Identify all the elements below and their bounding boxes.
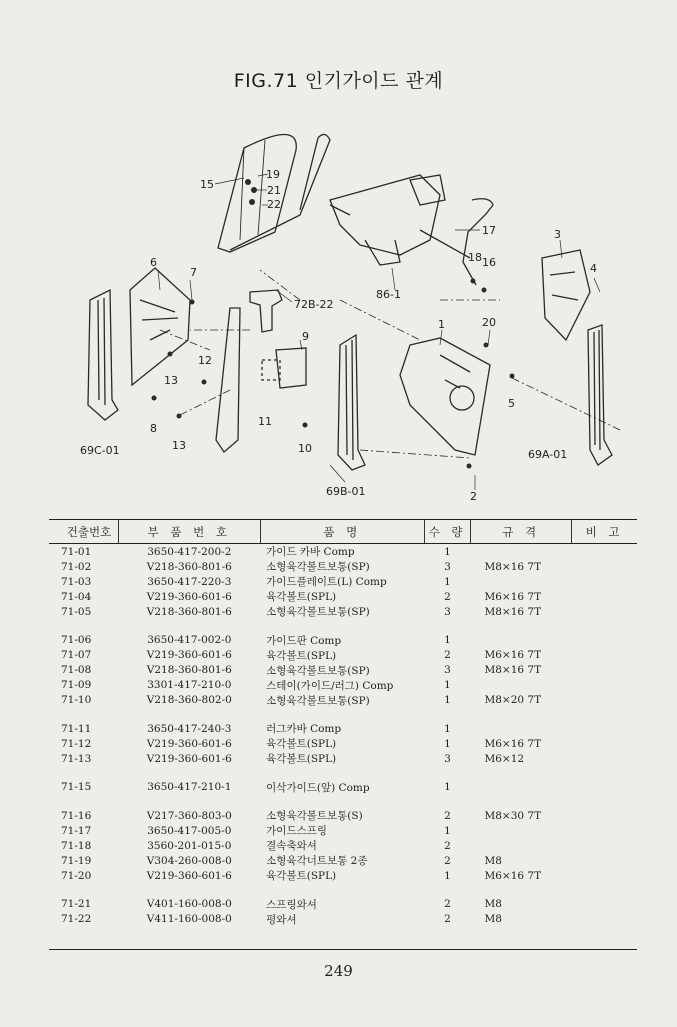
part-no-cell: 3650-417-200-2 xyxy=(147,545,232,558)
table-spacer-row xyxy=(49,883,637,897)
table-spacer-row xyxy=(49,619,637,633)
part-no-cell: V219-360-601-6 xyxy=(146,590,232,603)
part-no-cell: 3301-417-210-0 xyxy=(147,679,232,692)
remarks-cell xyxy=(572,897,637,912)
callout-3: 3 xyxy=(554,228,561,241)
remarks-cell xyxy=(572,604,637,619)
part-name-cell: 가이드판 Comp xyxy=(266,634,342,647)
page-number: 249 xyxy=(324,962,353,980)
table-row xyxy=(49,693,637,708)
remarks-cell xyxy=(572,574,637,589)
callout-6: 6 xyxy=(150,256,157,269)
part-name-cell: 육각볼트(SPL) xyxy=(266,870,337,883)
part-name-cell: 스테이(가이드/러그) Comp xyxy=(266,679,394,692)
part-name-cell: 소형육각볼트보통(SP) xyxy=(266,606,370,618)
figure-title: FIG.71 인기가이드 관계 xyxy=(233,70,444,92)
part-name-cell: 소형육각너트보통 2종 xyxy=(266,855,368,868)
part-name-cell: 이삭가이드(앞) Comp xyxy=(266,781,370,794)
ref-no-cell: 71-20 xyxy=(61,869,92,882)
callout-69b-01: 69B-01 xyxy=(326,485,366,498)
spec-cell: M8×16 7T xyxy=(484,605,542,618)
table-row xyxy=(49,678,637,693)
callout-4: 4 xyxy=(590,262,597,275)
guide-spring xyxy=(463,199,493,285)
header-ref-no: 건출번호 xyxy=(49,520,118,544)
remarks-cell xyxy=(572,663,637,678)
quantity-cell: 1 xyxy=(444,869,451,882)
ref-no-cell: 71-01 xyxy=(61,545,92,558)
spec-cell: M8×16 7T xyxy=(484,560,542,573)
part-name-cell: 소형육각볼트보통(SP) xyxy=(266,561,370,573)
remarks-cell xyxy=(572,559,637,574)
quantity-cell: 2 xyxy=(444,854,451,867)
parts-table xyxy=(49,519,637,927)
ref-no-cell: 71-19 xyxy=(61,854,92,867)
header-remarks: 비 고 xyxy=(572,520,637,544)
quantity-cell: 3 xyxy=(444,664,451,677)
table-row xyxy=(49,736,637,751)
callout-16: 16 xyxy=(482,256,496,269)
callout-11: 11 xyxy=(258,415,272,428)
table-header-row xyxy=(49,520,637,544)
quantity-cell: 1 xyxy=(444,722,451,735)
spec-cell xyxy=(470,544,571,560)
quantity-cell: 1 xyxy=(444,694,451,707)
part-name-cell: 가이드스프링 xyxy=(266,825,328,838)
part-name-cell: 러그카바 Comp xyxy=(266,723,342,736)
quantity-cell: 2 xyxy=(444,898,451,911)
remarks-cell xyxy=(572,853,637,868)
part-name-cell: 육각볼트(SPL) xyxy=(266,591,337,603)
part-no-cell: V304-260-008-0 xyxy=(146,854,232,867)
part-no-cell: V218-360-801-6 xyxy=(146,664,232,677)
remarks-cell xyxy=(572,912,637,927)
table-row xyxy=(49,823,637,838)
spec-cell: M8×30 7T xyxy=(484,809,542,822)
spec-cell: M6×16 7T xyxy=(484,649,542,662)
part-name-cell: 육각볼트(SPL) xyxy=(266,753,337,766)
table-row xyxy=(49,648,637,663)
part-no-cell: V401-160-008-0 xyxy=(146,898,232,911)
spec-cell: M8×16 7T xyxy=(484,664,542,677)
spec-cell xyxy=(470,780,571,795)
table-row xyxy=(49,808,637,823)
ref-no-cell: 71-02 xyxy=(61,560,92,573)
spacer-cell xyxy=(49,795,637,809)
table-row xyxy=(49,868,637,883)
part-no-cell: 3650-417-220-3 xyxy=(147,575,232,588)
spec-cell: M8 xyxy=(484,913,502,926)
remarks-cell xyxy=(572,633,637,648)
callout-17: 17 xyxy=(482,224,496,237)
ref-no-cell: 71-04 xyxy=(61,590,92,603)
quantity-cell: 1 xyxy=(444,545,451,558)
remarks-cell xyxy=(572,838,637,853)
ref-no-cell: 71-10 xyxy=(61,694,92,707)
spec-cell: M6×12 xyxy=(484,752,525,765)
callout-8: 8 xyxy=(150,422,157,435)
ref-no-cell: 71-07 xyxy=(61,649,92,662)
callout-86-1: 86-1 xyxy=(376,288,401,301)
ref-no-cell: 71-09 xyxy=(61,679,92,692)
callout-69a-01: 69A-01 xyxy=(528,448,568,461)
part-no-cell: 3650-417-002-0 xyxy=(147,634,232,647)
part-no-cell: V219-360-601-6 xyxy=(146,737,232,750)
callout-72b-22: 72B-22 xyxy=(294,298,334,311)
part-name-cell: 가이드플레이트(L) Comp xyxy=(266,576,387,588)
table-row xyxy=(49,589,637,604)
ref-no-cell: 71-21 xyxy=(61,898,92,911)
guide-cover xyxy=(400,338,490,455)
part-no-cell: V217-360-803-0 xyxy=(146,809,232,822)
part-no-cell: V218-360-801-6 xyxy=(146,560,232,573)
table-row xyxy=(49,721,637,736)
quantity-cell: 2 xyxy=(444,590,451,603)
ref-no-cell: 71-05 xyxy=(61,605,92,618)
ref-no-cell: 71-06 xyxy=(61,634,92,647)
spec-cell: M6×16 7T xyxy=(484,737,542,750)
part-no-cell: V218-360-801-6 xyxy=(146,605,232,618)
part-no-cell: V219-360-601-6 xyxy=(146,649,232,662)
part-no-cell: 3560-201-015-0 xyxy=(147,839,232,852)
callout-69c-01: 69C-01 xyxy=(80,444,120,457)
quantity-cell: 1 xyxy=(444,679,451,692)
callout-12: 12 xyxy=(198,354,212,367)
left-track xyxy=(88,290,118,420)
callout-15: 15 xyxy=(200,178,214,191)
callout-10: 10 xyxy=(298,442,312,455)
remarks-cell xyxy=(572,544,637,560)
guide-plate-right xyxy=(542,250,590,340)
quantity-cell: 1 xyxy=(444,781,451,794)
ref-no-cell: 71-08 xyxy=(61,664,92,677)
spec-cell: M6×16 7T xyxy=(484,869,542,882)
spacer-cell xyxy=(49,708,637,722)
remarks-cell xyxy=(572,721,637,736)
guide-plate-left xyxy=(130,268,190,385)
part-name-cell: 소형육각볼트보통(SP) xyxy=(266,694,370,707)
part-name-cell: 가이드 카바 Comp xyxy=(266,546,355,558)
table-row xyxy=(49,633,637,648)
part-name-cell: 평와셔 xyxy=(266,913,297,926)
table-row xyxy=(49,897,637,912)
part-name-cell: 소형육각볼트보통(SP) xyxy=(266,664,370,677)
part-name-cell: 스프링와셔 xyxy=(266,898,317,911)
quantity-cell: 1 xyxy=(444,634,451,647)
remarks-cell xyxy=(572,589,637,604)
callout-21: 21 xyxy=(267,184,281,197)
parts-table-body xyxy=(49,544,637,927)
callout-18: 18 xyxy=(468,251,482,264)
remarks-cell xyxy=(572,808,637,823)
ref-no-cell: 71-17 xyxy=(61,824,92,837)
part-no-cell: 3650-417-005-0 xyxy=(147,824,232,837)
quantity-cell: 2 xyxy=(444,839,451,852)
ref-no-cell: 71-15 xyxy=(61,781,92,794)
table-bottom-rule xyxy=(49,949,637,950)
ref-no-cell: 71-03 xyxy=(61,575,92,588)
spec-cell xyxy=(470,721,571,736)
remarks-cell xyxy=(572,868,637,883)
quantity-cell: 2 xyxy=(444,913,451,926)
spec-cell xyxy=(470,678,571,693)
table-row xyxy=(49,559,637,574)
remarks-cell xyxy=(572,648,637,663)
ref-no-cell: 71-13 xyxy=(61,752,92,765)
part-no-cell: 3650-417-240-3 xyxy=(147,722,232,735)
spec-cell xyxy=(470,633,571,648)
part-name-cell: 육각볼트(SPL) xyxy=(266,649,337,662)
spec-cell: M8 xyxy=(484,854,502,867)
table-spacer-row xyxy=(49,795,637,809)
remarks-cell xyxy=(572,751,637,766)
quantity-cell: 3 xyxy=(444,605,451,618)
callout-13b: 13 xyxy=(172,439,186,452)
quantity-cell: 2 xyxy=(444,809,451,822)
front-guide-frame xyxy=(218,134,296,252)
quantity-cell: 3 xyxy=(444,560,451,573)
spacer-cell xyxy=(49,766,637,780)
part-no-cell: V411-160-008-0 xyxy=(146,913,232,926)
quantity-cell: 3 xyxy=(444,752,451,765)
quantity-cell: 1 xyxy=(444,575,451,588)
remarks-cell xyxy=(572,678,637,693)
table-row xyxy=(49,751,637,766)
header-quantity: 수 량 xyxy=(425,520,471,544)
spacer-cell xyxy=(49,883,637,897)
spec-cell: M8 xyxy=(484,898,502,911)
table-row xyxy=(49,574,637,589)
quantity-cell: 2 xyxy=(444,649,451,662)
ref-no-cell: 71-22 xyxy=(61,913,92,926)
ref-no-cell: 71-12 xyxy=(61,737,92,750)
callout-9: 9 xyxy=(302,330,309,343)
quantity-cell: 1 xyxy=(444,737,451,750)
table-row xyxy=(49,780,637,795)
quantity-cell: 1 xyxy=(444,824,451,837)
part-name-cell: 소형육각볼트보통(S) xyxy=(266,810,363,823)
remarks-cell xyxy=(572,736,637,751)
part-name-cell: 육각볼트(SPL) xyxy=(266,738,337,751)
part-no-cell: 3650-417-210-1 xyxy=(147,781,232,794)
callout-2: 2 xyxy=(470,490,477,503)
part-no-cell: V219-360-601-6 xyxy=(146,752,232,765)
table-spacer-row xyxy=(49,766,637,780)
lug-stay xyxy=(250,290,282,332)
table-row xyxy=(49,544,637,560)
part-no-cell: V218-360-802-0 xyxy=(146,694,232,707)
header-part-no: 부 품 번 호 xyxy=(118,520,260,544)
remarks-cell xyxy=(572,780,637,795)
table-row xyxy=(49,912,637,927)
spec-cell: M6×16 7T xyxy=(484,590,542,603)
callout-19: 19 xyxy=(266,168,280,181)
spec-cell xyxy=(470,574,571,589)
ref-no-cell: 71-11 xyxy=(61,722,92,735)
callout-22: 22 xyxy=(267,198,281,211)
linkage-assembly xyxy=(330,175,440,255)
header-part-name: 품 명 xyxy=(260,520,424,544)
ref-no-cell: 71-18 xyxy=(61,839,92,852)
callout-5: 5 xyxy=(508,397,515,410)
spec-cell: M8×20 7T xyxy=(484,694,542,707)
part-name-cell: 결속축와셔 xyxy=(266,840,317,853)
part-no-cell: V219-360-601-6 xyxy=(146,869,232,882)
remarks-cell xyxy=(572,823,637,838)
table-row xyxy=(49,663,637,678)
callout-1: 1 xyxy=(438,318,445,331)
table-row xyxy=(49,838,637,853)
callout-20: 20 xyxy=(482,316,496,329)
table-row xyxy=(49,853,637,868)
table-row xyxy=(49,604,637,619)
header-spec: 규 격 xyxy=(470,520,571,544)
spec-cell xyxy=(470,838,571,853)
table-spacer-row xyxy=(49,708,637,722)
ref-no-cell: 71-16 xyxy=(61,809,92,822)
remarks-cell xyxy=(572,693,637,708)
spec-cell xyxy=(470,823,571,838)
callout-7: 7 xyxy=(190,266,197,279)
spacer-cell xyxy=(49,619,637,633)
callout-13a: 13 xyxy=(164,374,178,387)
